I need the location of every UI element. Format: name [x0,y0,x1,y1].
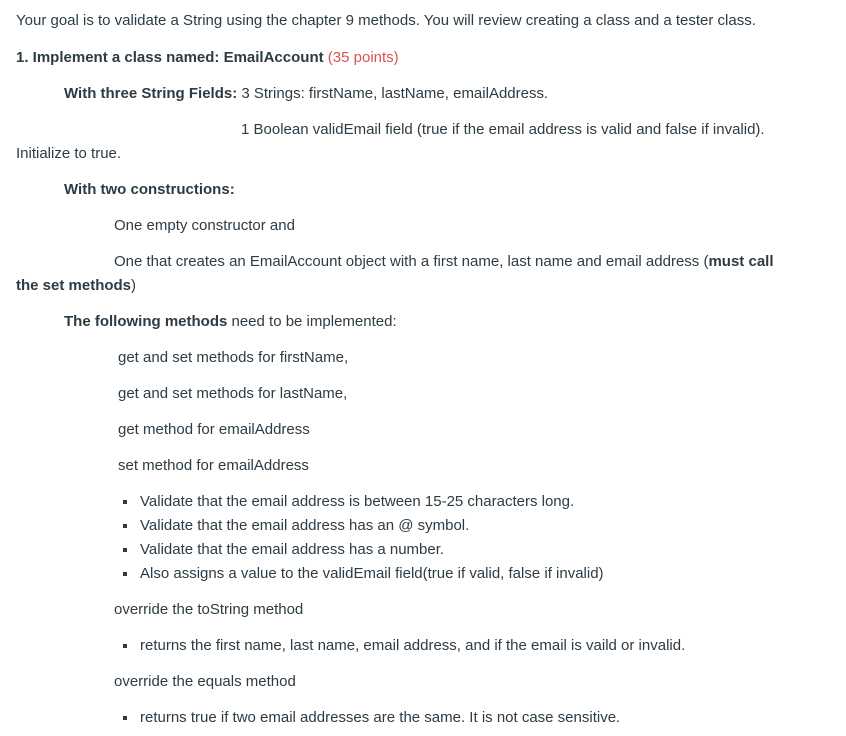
section-heading [16,48,399,68]
full-constructor-line-2 [16,276,136,296]
list-item: Validate that the email address has an @ symbol. [116,514,604,538]
list-item: returns true if two email addresses are the same. It is not case sensitive. [116,706,620,730]
last-name-methods: get and set methods for lastName, [118,385,348,402]
intro-paragraph: Your goal is to validate a String using the chapter 9 methods. You will review creating a class and a tester class. [16,12,756,29]
must-call-text: must call [708,253,774,270]
methods-label-bold: The following methods [64,313,228,330]
list-item: Validate that the email address has a number. [116,538,604,562]
list-item: Validate that the email address is between 15-25 characters long. [116,490,604,514]
constructions-label: With two constructions: [64,181,235,198]
empty-constructor-line: One empty constructor and [114,217,295,234]
full-constructor-end: ) [131,277,137,294]
set-email-method: set method for emailAddress [118,457,309,474]
fields-line [64,84,548,104]
methods-label-line [64,312,397,332]
initialize-line: Initialize to true. [16,145,122,162]
list-item: returns the first name, last name, email address, and if the email is vaild or invalid. [116,634,685,658]
fields-label: With three String Fields: [64,85,238,102]
methods-label-rest: need to be implemented: [227,313,397,330]
first-name-methods: get and set methods for firstName, [118,349,349,366]
tostring-bullet-list [116,634,685,658]
list-item: Also assigns a value to the validEmail field(true if valid, false if invalid) [116,562,604,586]
fields-strings: 3 Strings: firstName, lastName, emailAddress. [237,85,549,102]
tostring-method: override the toString method [114,601,304,618]
equals-bullet-list [116,706,620,730]
set-email-bullet-list [116,490,604,586]
equals-method: override the equals method [114,673,296,690]
set-methods-text: the set methods [16,277,132,294]
heading-text: 1. Implement a class named: EmailAccount [16,49,324,66]
boolean-field-line: 1 Boolean validEmail field (true if the email address is valid and false if invalid). [241,121,765,138]
get-email-method: get method for emailAddress [118,421,310,438]
points-badge: (35 points) [327,49,399,66]
full-constructor-line [114,252,774,272]
full-constructor-text: One that creates an EmailAccount object with a first name, last name and email address ( [114,253,709,270]
